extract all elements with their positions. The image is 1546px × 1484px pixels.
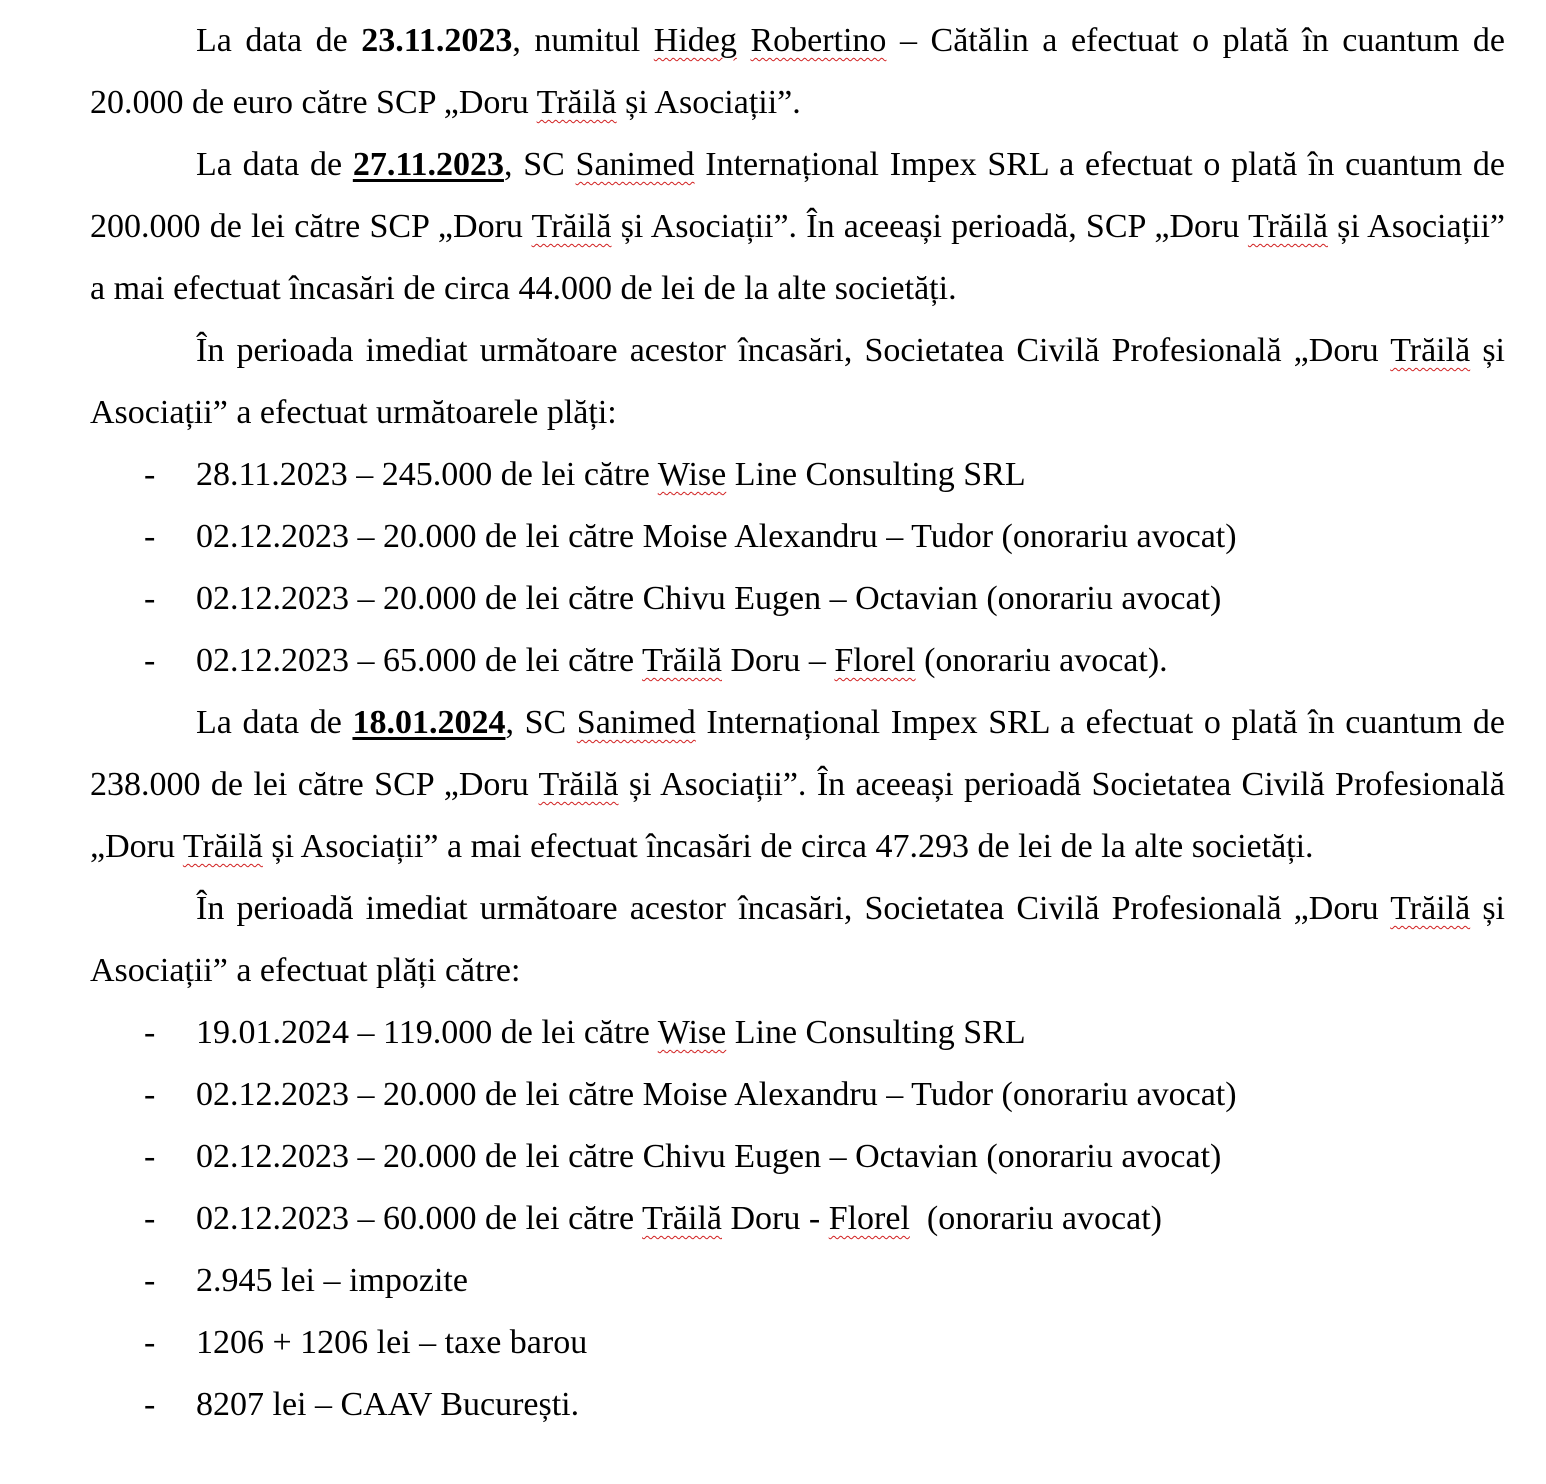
text: 02.12.2023 – 20.000 de lei către Moise Alexandru – Tudor (onorariu avocat) [196, 1076, 1237, 1113]
dash-bullet: - [144, 642, 156, 679]
text: Doru – [722, 642, 835, 679]
list-item [90, 1250, 1505, 1312]
dash-bullet: - [144, 1262, 156, 1299]
date-bold-underlined: 27.11.2023 [352, 146, 504, 183]
text: Internațional Impex SRL a efectuat o plată în cuantum de 200.000 de lei către SCP „Doru [90, 146, 1506, 245]
text: 28.11.2023 – 245.000 de lei către [196, 456, 658, 493]
text: (onorariu avocat). [915, 642, 1168, 679]
text: 02.12.2023 – 20.000 de lei către Moise Alexandru – Tudor (onorariu avocat) [196, 518, 1237, 555]
spellcheck-word: Trăilă [531, 208, 612, 245]
dash-bullet: - [144, 456, 156, 493]
text: și Asociații” a mai efectuat încasări de circa 47.293 de lei de la alte societăți. [262, 828, 1314, 865]
payment-list-2 [90, 1002, 1505, 1436]
text: și Asociații” a mai efectuat încasări de circa 44.000 de lei de la alte societăți. [90, 208, 1505, 307]
dash-bullet: - [144, 1386, 156, 1423]
text: 1206 + 1206 lei – taxe barou [196, 1324, 588, 1361]
list-item [90, 568, 1505, 630]
list-item [90, 506, 1505, 568]
list-item [90, 1002, 1505, 1064]
text: și Asociații”. [616, 84, 801, 121]
text: și Asociații” a efectuat plăți către: [90, 890, 1505, 989]
text: și Asociații”. În aceeași perioadă, SCP „Doru [611, 208, 1248, 245]
list-item [90, 1188, 1505, 1250]
spellcheck-word: Trăilă [536, 84, 617, 121]
spellcheck-word: Trăilă [1247, 208, 1328, 245]
paragraph-1 [90, 10, 1505, 134]
text: Doru - [722, 1200, 829, 1237]
text: Line Consulting SRL [726, 456, 1026, 493]
text: 02.12.2023 – 60.000 de lei către [196, 1200, 643, 1237]
spellcheck-word: Trăilă [642, 1200, 722, 1237]
text: 02.12.2023 – 20.000 de lei către Chivu Eugen – Octavian (onorariu avocat) [196, 1138, 1222, 1175]
text: și Asociații”. În aceeași perioadă Societatea Civilă Profesională „Doru [90, 766, 1506, 865]
dash-bullet: - [144, 1324, 156, 1361]
text: , SC [505, 704, 577, 741]
text: – Cătălin a efectuat o plată în cuantum de 20.000 de euro către SCP „Doru [90, 22, 1505, 121]
text: 8207 lei – CAAV București. [196, 1386, 580, 1423]
text: Line Consulting SRL [726, 1014, 1026, 1051]
text: 2.945 lei – impozite [196, 1262, 468, 1299]
text: În perioada imediat următoare acestor încasări, Societatea Civilă Profesională „Doru [196, 332, 1391, 369]
dash-bullet: - [144, 580, 156, 617]
spellcheck-word: Florel [834, 642, 916, 679]
document-page [90, 10, 1505, 1436]
spellcheck-word: Trăilă [642, 642, 722, 679]
payment-list-1 [90, 444, 1505, 692]
text: 02.12.2023 – 65.000 de lei către [196, 642, 643, 679]
list-item [90, 1374, 1505, 1436]
text: La data de [196, 22, 362, 59]
list-item [90, 630, 1505, 692]
dash-bullet: - [144, 1138, 156, 1175]
dash-bullet: - [144, 1200, 156, 1237]
spellcheck-word: Trăilă [182, 828, 263, 865]
spellcheck-word: Trăilă [1390, 332, 1471, 369]
spellcheck-word: Trăilă [538, 766, 619, 803]
spellcheck-word: Hideg [653, 22, 737, 59]
list-item [90, 1064, 1505, 1126]
dash-bullet: - [144, 1014, 156, 1051]
spellcheck-word: Florel [828, 1200, 910, 1237]
spellcheck-word: Trăilă [1390, 890, 1471, 927]
spellcheck-word: Robertino [750, 22, 887, 59]
dash-bullet: - [144, 518, 156, 555]
text: La data de [196, 146, 353, 183]
text: 19.01.2024 – 119.000 de lei către [196, 1014, 658, 1051]
text: , numitul [512, 22, 654, 59]
text: și Asociații” a efectuat următoarele plăți: [90, 332, 1505, 431]
paragraph-5 [90, 878, 1505, 1002]
text: (onorariu avocat) [909, 1200, 1162, 1237]
paragraph-3 [90, 320, 1505, 444]
text: Internațional Impex SRL a efectuat o plată în cuantum de 238.000 de lei către SCP „Doru [90, 704, 1506, 803]
text: La data de [196, 704, 353, 741]
spellcheck-word: Sanimed [576, 704, 696, 741]
list-item [90, 1312, 1505, 1374]
list-item [90, 444, 1505, 506]
list-item [90, 1126, 1505, 1188]
date-bold: 23.11.2023 [361, 22, 513, 59]
text: 02.12.2023 – 20.000 de lei către Chivu Eugen – Octavian (onorariu avocat) [196, 580, 1222, 617]
spellcheck-word: Sanimed [575, 146, 695, 183]
date-bold-underlined: 18.01.2024 [352, 704, 506, 741]
text: , SC [503, 146, 576, 183]
paragraph-4 [90, 692, 1505, 878]
paragraph-2 [90, 134, 1505, 320]
spellcheck-word: Wise [657, 456, 727, 493]
text: În perioadă imediat următoare acestor încasări, Societatea Civilă Profesională „Doru [196, 890, 1391, 927]
dash-bullet: - [144, 1076, 156, 1113]
spellcheck-word: Wise [657, 1014, 727, 1051]
